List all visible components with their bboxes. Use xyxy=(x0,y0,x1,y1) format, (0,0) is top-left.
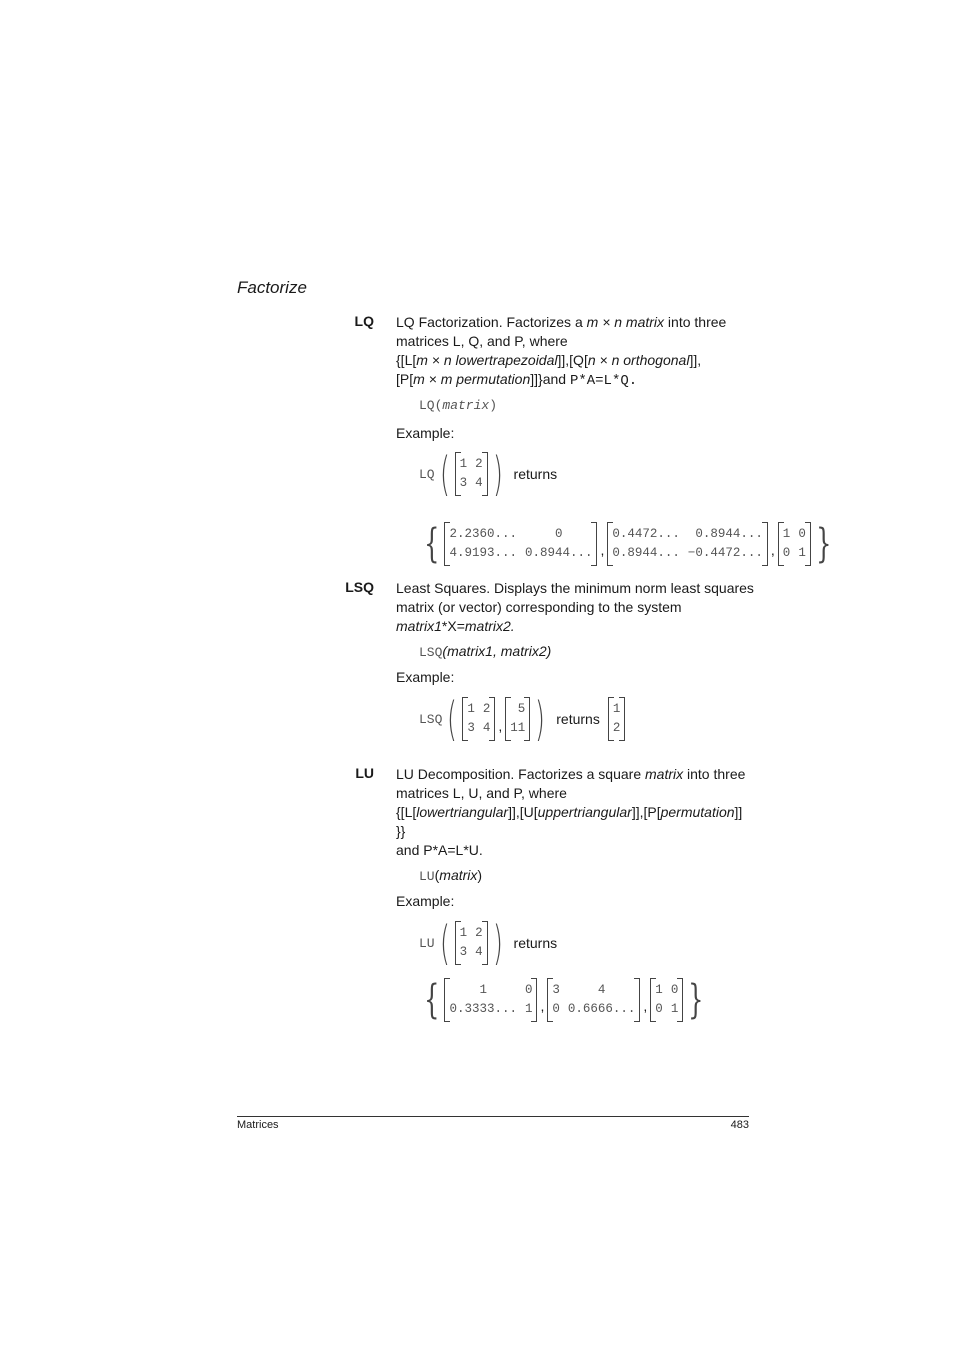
lsq-example-label: Example: xyxy=(396,669,455,685)
lu-description: LU Decomposition. Factorizes a square matrix into three matrices L, U, and P, where {[L[lowertriangular]],[U[uppertriangular]],[P[permutation]] }} and P*A=L*U. xyxy=(396,766,746,858)
lq-result: { 2.2360... 0 4.9193... 0.8944... , 0.4472... 0.8944... 0.8944... −0.4472... , 1 0 0 1 } xyxy=(424,521,832,567)
lq-example: LQ ( 1 2 3 4 ) returns xyxy=(419,447,558,501)
term-lq: LQ xyxy=(354,313,374,329)
page-number: 483 xyxy=(730,1119,749,1131)
lu-input-matrix: 1 2 3 4 xyxy=(455,921,488,965)
lq-result-l: 2.2360... 0 4.9193... 0.8944... xyxy=(444,522,597,566)
lsq-syntax: LSQ(matrix1, matrix2) xyxy=(419,643,552,660)
lq-example-label: Example: xyxy=(396,425,455,441)
lq-description: LQ Factorization. Factorizes a m × n matrix into three matrices L, Q, and P, where {[L[m × n lowertrapezoidal]],[Q[n × n orthogonal]], [P[m × m permutation]]}and P*A=L*Q. xyxy=(396,314,727,389)
lsq-description: Least Squares. Displays the minimum norm least squares matrix (or vector) corresponding to the system matrix1*X=matrix2. xyxy=(396,580,754,634)
lu-example: LU ( 1 2 3 4 ) returns xyxy=(419,916,558,970)
lu-result-l: 1 0 0.3333... 1 xyxy=(444,978,537,1022)
lu-result-p: 1 0 0 1 xyxy=(650,978,683,1022)
lsq-input-matrix2: 5 11 xyxy=(505,697,530,741)
lq-result-p: 1 0 0 1 xyxy=(778,522,811,566)
footer-rule xyxy=(237,1116,749,1117)
section-title: Factorize xyxy=(237,278,307,297)
lu-example-label: Example: xyxy=(396,893,455,909)
lu-result: { 1 0 0.3333... 1 , 3 4 0 0.6666... , 1 0 0 1 } xyxy=(424,977,704,1023)
lsq-result-matrix: 1 2 xyxy=(608,697,626,741)
lq-input-matrix: 1 2 3 4 xyxy=(455,452,488,496)
term-lu: LU xyxy=(355,765,374,781)
footer-chapter: Matrices xyxy=(237,1119,279,1131)
lq-syntax: LQ(matrix) xyxy=(419,398,498,413)
lq-result-q: 0.4472... 0.8944... 0.8944... −0.4472... xyxy=(607,522,768,566)
term-lsq: LSQ xyxy=(345,579,374,595)
lsq-input-matrix1: 1 2 3 4 xyxy=(462,697,495,741)
lu-result-u: 3 4 0 0.6666... xyxy=(547,978,640,1022)
lsq-example: LSQ ( 1 2 3 4 , 5 11 ) returns 1 2 xyxy=(419,696,625,742)
lu-syntax: LU(matrix) xyxy=(419,867,483,884)
